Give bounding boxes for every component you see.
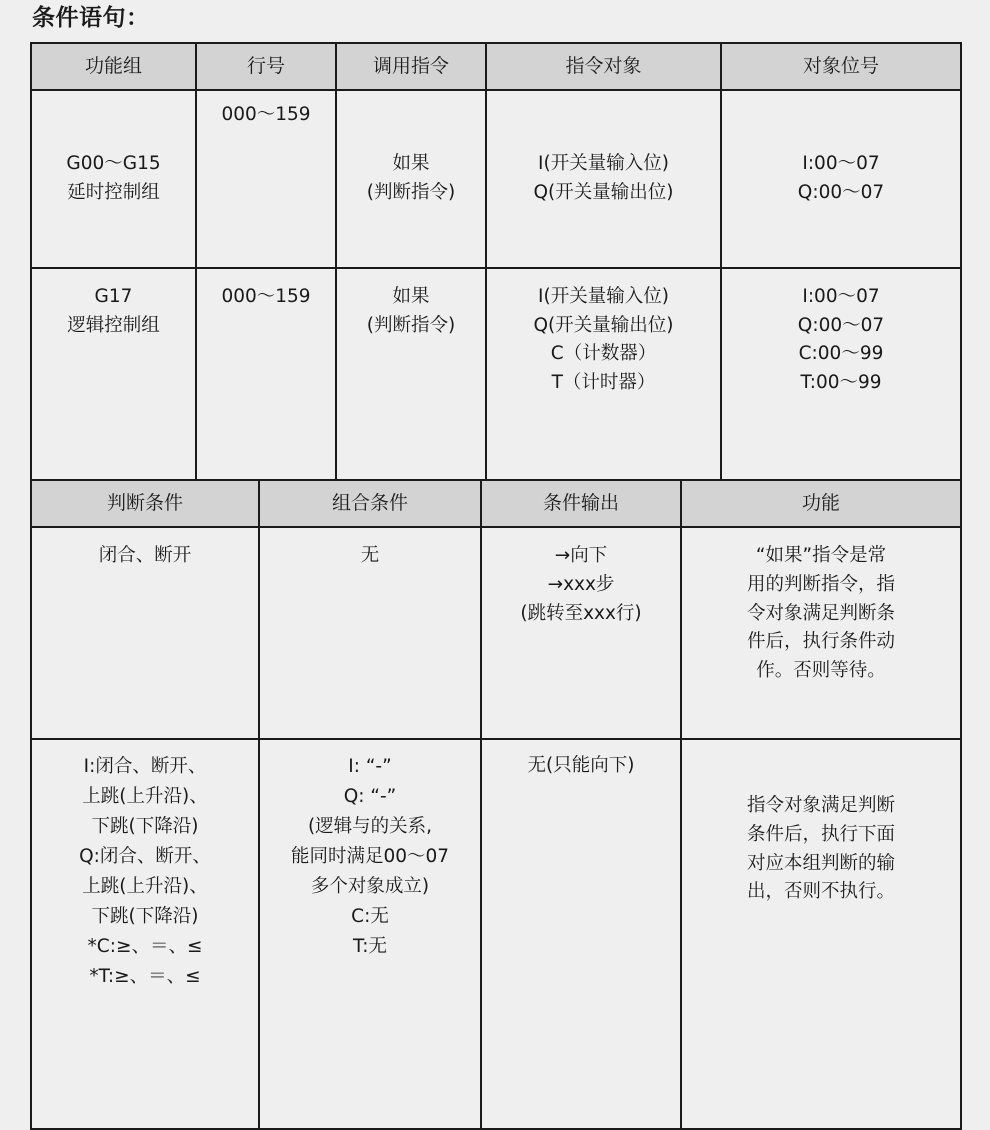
- table-row: [31, 268, 961, 480]
- col-header-judgement-condition: 判断条件: [31, 480, 259, 527]
- col-header-line-number: 行号: [196, 43, 336, 90]
- col-header-call-instruction: 调用指令: [336, 43, 486, 90]
- col-header-combination-condition: 组合条件: [259, 480, 481, 527]
- cell-line-number: 000～159: [196, 90, 336, 268]
- col-header-condition-output: 条件输出: [481, 480, 681, 527]
- cell-object-bit: I:00～07 Q:00～07 C:00～99 T:00～99: [721, 268, 961, 480]
- cell-functional-group: G17 逻辑控制组: [31, 268, 196, 480]
- instruction-table-bottom: [30, 479, 962, 1130]
- table-header-row: [31, 480, 961, 527]
- cell-combination-condition: I: “-” Q: “-” (逻辑与的关系, 能同时满足00～07 多个对象成立) C:无 T:无: [259, 739, 481, 1129]
- cell-combination-condition: 无: [259, 527, 481, 739]
- table-row: [31, 90, 961, 268]
- table-row: [31, 739, 961, 1129]
- cell-condition-output: →向下 →xxx步 (跳转至xxx行): [481, 527, 681, 739]
- col-header-function: 功能: [681, 480, 961, 527]
- table-row: [31, 527, 961, 739]
- col-header-functional-group: 功能组: [31, 43, 196, 90]
- cell-instruction-object: I(开关量输入位) Q(开关量输出位): [486, 90, 721, 268]
- col-header-instruction-object: 指令对象: [486, 43, 721, 90]
- cell-function: 指令对象满足判断 条件后，执行下面 对应本组判断的输 出，否则不执行。: [681, 739, 961, 1129]
- cell-call-instruction: 如果 (判断指令): [336, 90, 486, 268]
- cell-judgement-condition: 闭合、断开: [31, 527, 259, 739]
- cell-function: “如果”指令是常 用的判断指令，指 令对象满足判断条 件后，执行条件动 作。否则等待。: [681, 527, 961, 739]
- cell-functional-group: G00～G15 延时控制组: [31, 90, 196, 268]
- cell-instruction-object: I(开关量输入位) Q(开关量输出位) C（计数器） T（计时器）: [486, 268, 721, 480]
- cell-line-number: 000～159: [196, 268, 336, 480]
- page-title: 条件语句：: [32, 5, 150, 31]
- cell-call-instruction: 如果 (判断指令): [336, 268, 486, 480]
- cell-object-bit: I:00～07 Q:00～07: [721, 90, 961, 268]
- cell-condition-output: 无(只能向下): [481, 739, 681, 1129]
- table-header-row: [31, 43, 961, 90]
- col-header-object-bit: 对象位号: [721, 43, 961, 90]
- cell-judgement-condition: I:闭合、断开、 上跳(上升沿)、 下跳(下降沿) Q:闭合、断开、 上跳(上升沿)、 下跳(下降沿) *C:≥、＝、≤ *T:≥、＝、≤: [31, 739, 259, 1129]
- instruction-table-top: [30, 42, 962, 481]
